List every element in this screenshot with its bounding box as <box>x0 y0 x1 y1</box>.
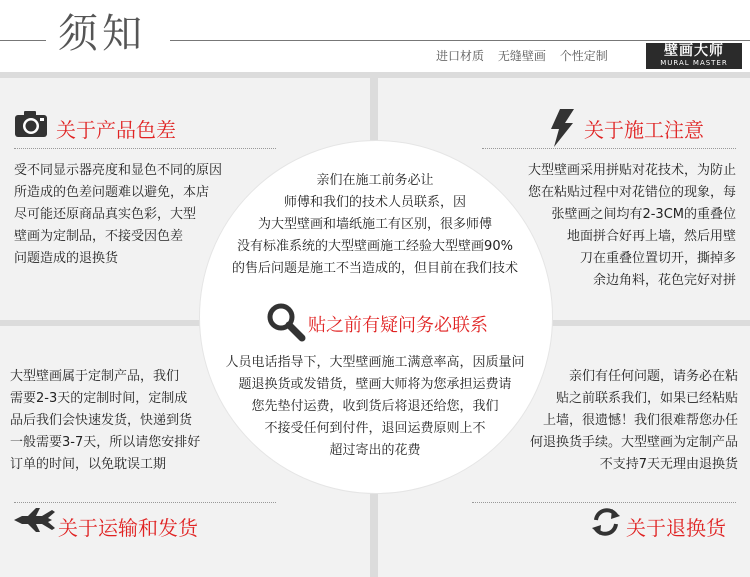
text-line: 您在粘贴过程中对花错位的现象，每 <box>527 185 736 200</box>
refresh-icon <box>590 506 622 538</box>
brand-logo-sub: MURAL MASTER <box>660 59 728 67</box>
text-line: 地面拼合好再上墙，然后用壁 <box>566 229 736 244</box>
text-line: 没有标准系统的大型壁画施工经验大型壁画90% <box>237 239 513 254</box>
text-line: 何退换货手续。大型壁画为定制产品 <box>529 435 738 450</box>
text-line: 的售后问题是施工不当造成的，但目前在我们技术 <box>231 261 518 276</box>
text-line: 为大型壁画和墙纸施工有区别，很多师傅 <box>257 217 492 232</box>
divider-dotted <box>472 502 736 503</box>
header-rule-left <box>0 40 46 41</box>
magnifier-icon <box>266 302 306 342</box>
header-tags <box>436 47 618 64</box>
header-tag: 个性定制 <box>559 49 608 63</box>
text-line: 师傅和我们的技术人员联系，因 <box>283 195 466 210</box>
lightning-icon <box>548 108 576 148</box>
center-title: 贴之前有疑问务必联系 <box>308 315 488 336</box>
text-line: 上墙，很遗憾！我们很难帮您办任 <box>542 413 738 428</box>
header-tag: 进口材质 <box>436 49 485 63</box>
divider-dotted <box>482 148 736 149</box>
construction-text <box>528 160 736 292</box>
section-title-shipping: 关于运输和发货 <box>58 516 198 540</box>
text-line: 余边角料，花色完好对拼 <box>592 273 736 288</box>
text-line: 一般需要3-7天，所以请您安排好 <box>10 435 201 450</box>
section-title-construction: 关于施工注意 <box>584 118 704 142</box>
text-line: 亲们在施工前务必让 <box>316 173 434 188</box>
text-line: 大型壁画采用拼贴对花技术，为防止 <box>527 163 736 178</box>
page-title: 须知 <box>58 11 146 57</box>
brand-logo <box>646 43 742 69</box>
text-line: 品后我们会快速发货，快递到货 <box>10 413 193 428</box>
text-line: 刀在重叠位置切开，撕掉多 <box>579 251 736 266</box>
text-line: 问题造成的退换货 <box>14 251 119 266</box>
airplane-icon <box>12 506 56 534</box>
returns-text <box>530 366 738 476</box>
text-line: 贴之前联系我们，如果已经粘贴 <box>555 391 738 406</box>
header-rule-right <box>170 40 750 41</box>
text-line: 订单的时间，以免耽误工期 <box>10 457 167 472</box>
center-top-text <box>199 170 551 280</box>
text-line: 需要2-3天的定制时间，定制成 <box>10 391 188 406</box>
text-line: 您先垫付运费，收到货后将退还给您，我们 <box>251 399 499 414</box>
text-line: 所造成的色差问题难以避免，本店 <box>14 185 210 200</box>
text-line: 壁画为定制品，不接受因色差 <box>14 229 184 244</box>
divider-dotted <box>14 502 276 503</box>
camera-icon <box>14 110 48 138</box>
text-line: 题退换货或发错货，壁画大师将为您承担运费请 <box>238 377 512 392</box>
text-line: 超过寄出的花费 <box>329 443 421 458</box>
brand-logo-name: 壁画大师 <box>664 43 724 59</box>
divider-dotted <box>14 148 276 149</box>
text-line: 受不同显示器亮度和显色不同的原因 <box>14 163 223 178</box>
section-title-color-diff: 关于产品色差 <box>56 118 176 142</box>
text-line: 不支持7天无理由退换货 <box>599 457 738 472</box>
color-diff-text <box>14 160 222 270</box>
text-line: 尽可能还原商品真实色彩，大型 <box>14 207 197 222</box>
shipping-text <box>10 366 200 476</box>
text-line: 大型壁画属于定制产品，我们 <box>10 369 180 384</box>
text-line: 亲们有任何问题，请务必在粘 <box>568 369 738 384</box>
text-line: 张壁画之间均有2-3CM的重叠位 <box>551 207 736 222</box>
section-title-returns: 关于退换货 <box>626 516 726 540</box>
page-header <box>0 0 750 72</box>
text-line: 人员电话指导下，大型壁画施工满意率高，因质量问 <box>225 355 525 370</box>
text-line: 不接受任何到付件，退回运费原则上不 <box>264 421 486 436</box>
header-tag: 无缝壁画 <box>497 49 546 63</box>
center-bottom-text <box>199 352 551 462</box>
